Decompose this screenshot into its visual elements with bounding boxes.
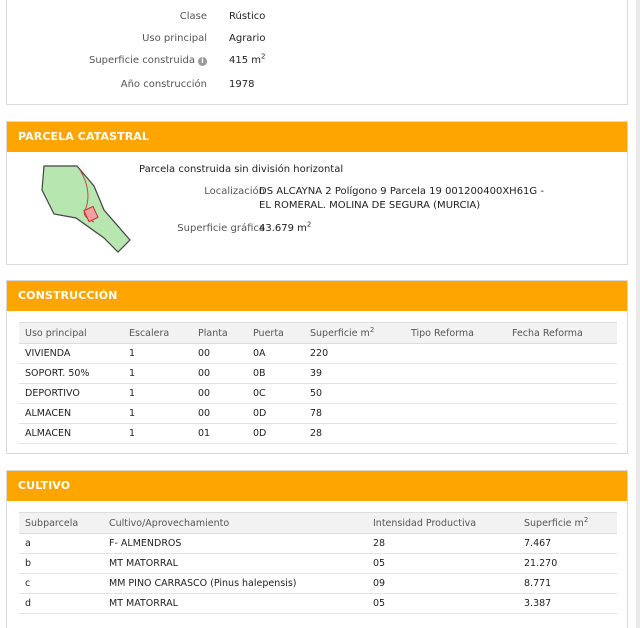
cultivo-table <box>19 512 617 614</box>
cultivo-header: CULTIVO <box>7 471 627 501</box>
cell: 1 <box>123 424 192 444</box>
col-superficie-cultivo-label: Superficie m <box>524 517 584 529</box>
cell: 0A <box>247 344 304 364</box>
col-tipo-reforma: Tipo Reforma <box>405 323 506 344</box>
construccion-table <box>19 322 617 444</box>
clase-value: Rústico <box>229 11 266 22</box>
cell: 3.387 <box>518 594 617 614</box>
col-superficie-cultivo <box>518 513 617 534</box>
cell: 0C <box>247 384 304 404</box>
cell: 1 <box>123 404 192 424</box>
cell: 8.771 <box>518 574 617 594</box>
superficie-grafica-exponent: 2 <box>306 220 312 229</box>
superficie-construida-value <box>229 52 266 66</box>
table-row <box>19 554 617 574</box>
cell: 00 <box>192 384 247 404</box>
col-superficie-label: Superficie m <box>310 327 370 339</box>
inmueble-panel <box>6 0 628 105</box>
cultivo-body <box>19 534 617 614</box>
construccion-header: CONSTRUCCIÓN <box>7 281 627 311</box>
cultivo-header-row <box>19 513 617 534</box>
cell: 39 <box>304 364 405 384</box>
superficie-grafica-label: Superficie gráfica <box>177 223 265 234</box>
cell: 21.270 <box>518 554 617 574</box>
localizacion-label: Localización <box>204 186 265 197</box>
construccion-header-row <box>19 323 617 344</box>
scrollbar-edge[interactable] <box>636 0 640 628</box>
cell: 28 <box>367 534 518 554</box>
col-superficie <box>304 323 405 344</box>
construccion-panel <box>6 280 628 454</box>
table-row <box>19 574 617 594</box>
cell: 0B <box>247 364 304 384</box>
cell: b <box>19 554 103 574</box>
cell <box>405 364 506 384</box>
cell: 00 <box>192 364 247 384</box>
col-puerta: Puerta <box>247 323 304 344</box>
cell: MT MATORRAL <box>103 594 367 614</box>
cell: 78 <box>304 404 405 424</box>
uso-principal-value: Agrario <box>229 33 266 44</box>
cell: 220 <box>304 344 405 364</box>
table-row <box>19 404 617 424</box>
cell: 50 <box>304 384 405 404</box>
cell: 05 <box>367 554 518 574</box>
cell: ALMACEN <box>19 424 123 444</box>
cell <box>506 344 617 364</box>
parcela-header: PARCELA CATASTRAL <box>7 122 627 152</box>
table-row <box>19 534 617 554</box>
table-row <box>19 364 617 384</box>
parcel-shape <box>42 166 130 252</box>
cell: 28 <box>304 424 405 444</box>
superficie-grafica-number: 43.679 m <box>259 223 307 234</box>
clase-label: Clase <box>179 11 207 22</box>
superficie-construida-label <box>7 55 207 66</box>
parcela-panel <box>6 121 628 265</box>
construccion-body <box>19 344 617 444</box>
superficie-construida-number: 415 m <box>229 55 262 66</box>
info-icon[interactable]: i <box>198 57 207 66</box>
cell: 05 <box>367 594 518 614</box>
cell: MM PINO CARRASCO (Pinus halepensis) <box>103 574 367 594</box>
cell: 09 <box>367 574 518 594</box>
cell: 01 <box>192 424 247 444</box>
uso-principal-label: Uso principal <box>142 33 207 44</box>
cell: SOPORT. 50% <box>19 364 123 384</box>
localizacion-line2: EL ROMERAL. MOLINA DE SEGURA (MURCIA) <box>259 200 481 211</box>
localizacion-line1: DS ALCAYNA 2 Polígono 9 Parcela 19 001200400XH61G - <box>259 186 544 197</box>
col-superficie-cultivo-exponent: 2 <box>583 515 589 524</box>
superficie-grafica-value <box>259 220 312 234</box>
col-planta: Planta <box>192 323 247 344</box>
cell <box>405 404 506 424</box>
superficie-construida-text: Superficie construida <box>89 55 195 66</box>
cell <box>405 344 506 364</box>
table-row <box>19 384 617 404</box>
cell: DEPORTIVO <box>19 384 123 404</box>
cell: 00 <box>192 344 247 364</box>
parcela-subtitle: Parcela construida sin división horizontal <box>139 164 344 175</box>
col-intensidad: Intensidad Productiva <box>367 513 518 534</box>
cell: 0D <box>247 424 304 444</box>
cell: MT MATORRAL <box>103 554 367 574</box>
cell: d <box>19 594 103 614</box>
cell: 0D <box>247 404 304 424</box>
cell: a <box>19 534 103 554</box>
col-subparcela: Subparcela <box>19 513 103 534</box>
cell <box>506 384 617 404</box>
table-row <box>19 344 617 364</box>
cell: 1 <box>123 364 192 384</box>
cell <box>405 384 506 404</box>
cell: c <box>19 574 103 594</box>
parcel-map-thumbnail[interactable] <box>22 160 134 256</box>
cultivo-panel <box>6 470 628 628</box>
col-superficie-exponent: 2 <box>369 325 375 334</box>
cell <box>506 404 617 424</box>
table-row <box>19 424 617 444</box>
col-fecha-reforma: Fecha Reforma <box>506 323 617 344</box>
cell: F- ALMENDROS <box>103 534 367 554</box>
cell: VIVIENDA <box>19 344 123 364</box>
col-uso-principal: Uso principal <box>19 323 123 344</box>
cell: 7.467 <box>518 534 617 554</box>
cell: 00 <box>192 404 247 424</box>
cell: ALMACEN <box>19 404 123 424</box>
cell: 1 <box>123 344 192 364</box>
anio-construccion-label: Año construcción <box>120 79 207 90</box>
cell <box>506 424 617 444</box>
cell <box>506 364 617 384</box>
superficie-unit-exponent: 2 <box>261 52 266 61</box>
table-row <box>19 594 617 614</box>
cell <box>405 424 506 444</box>
anio-construccion-value: 1978 <box>229 79 255 90</box>
col-escalera: Escalera <box>123 323 192 344</box>
col-cultivo: Cultivo/Aprovechamiento <box>103 513 367 534</box>
cell: 1 <box>123 384 192 404</box>
